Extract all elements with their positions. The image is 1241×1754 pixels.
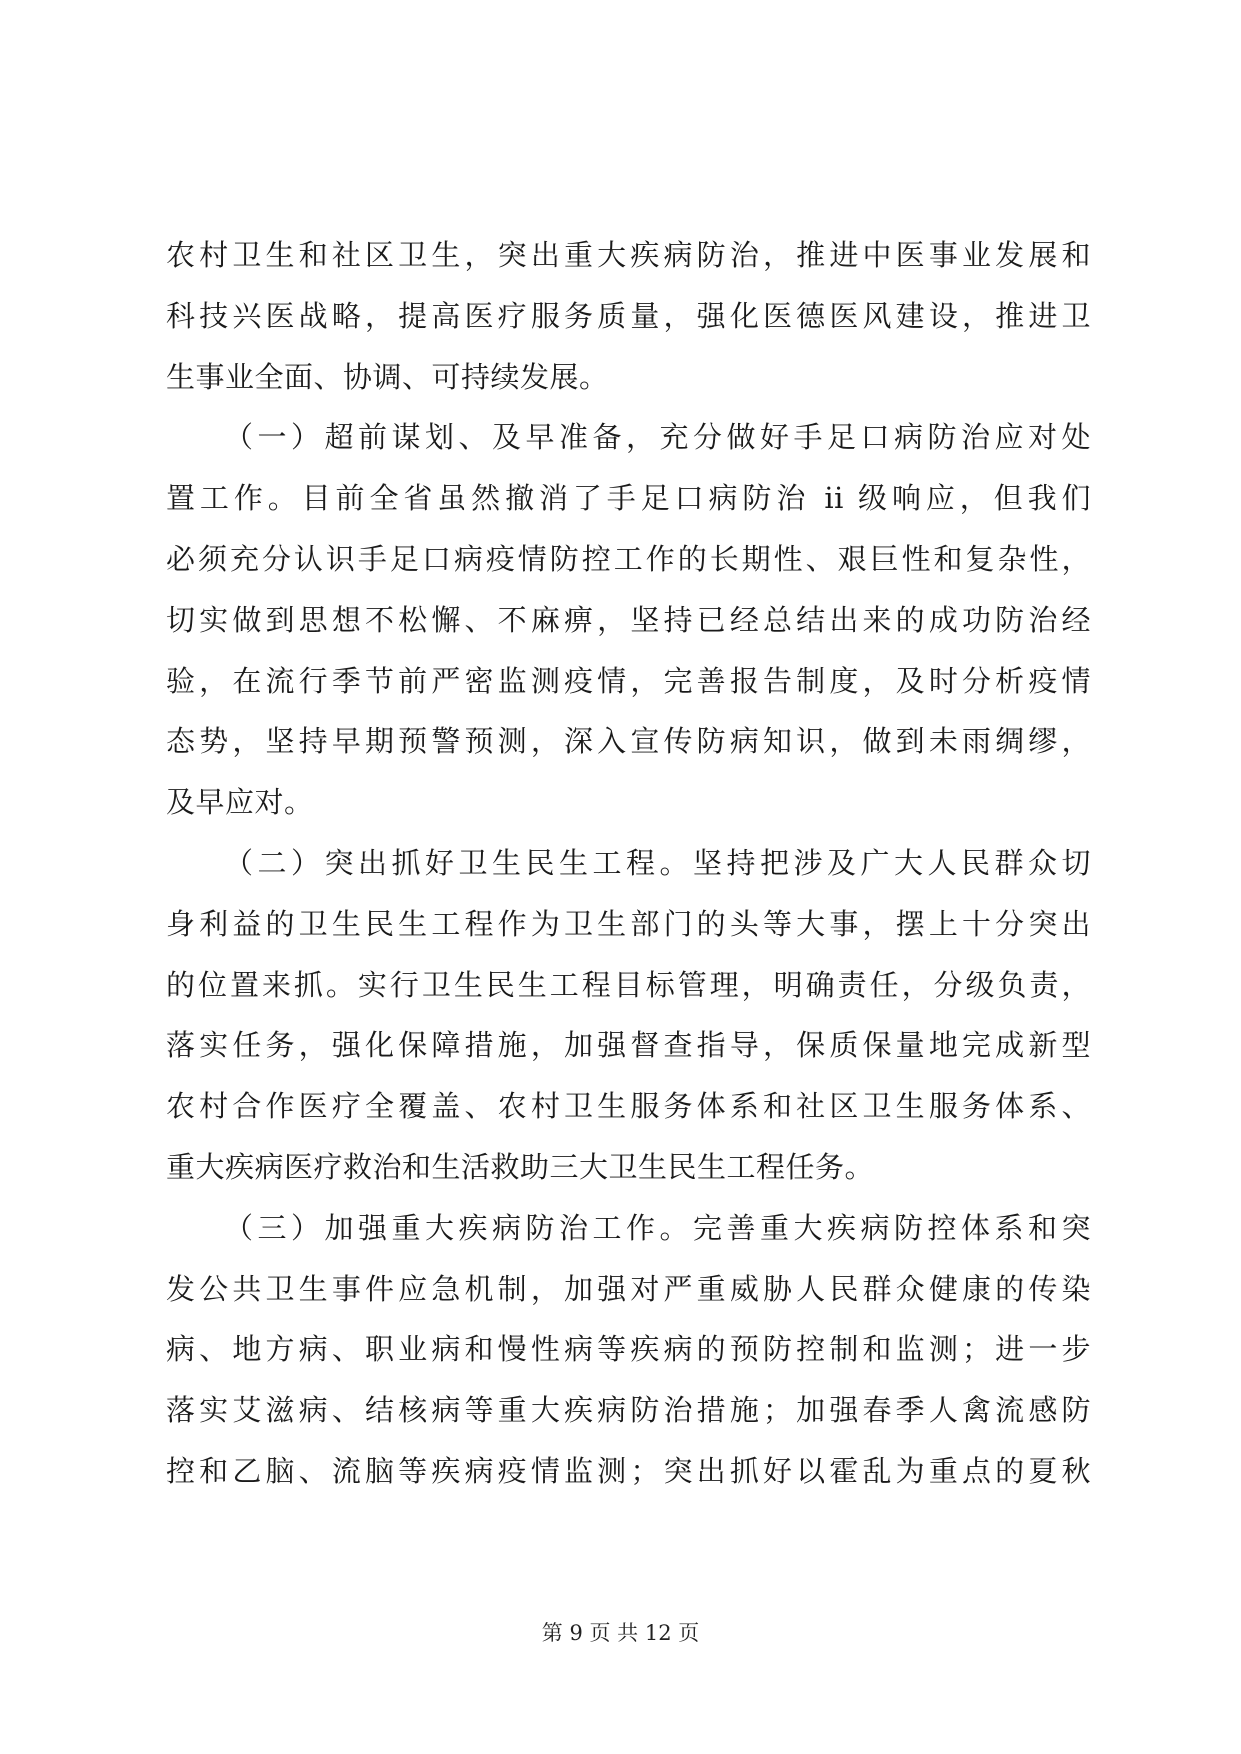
paragraph-heading-line: （一）超前谋划、及早准备，充分做好手足口病防治应对处 bbox=[224, 420, 1091, 455]
text-line: 及早应对。 bbox=[166, 785, 314, 820]
text-line: 科技兴医战略，提高医疗服务质量，强化医德医风建设，推进卫 bbox=[166, 298, 1091, 333]
text-line: 生事业全面、协调、可持续发展。 bbox=[166, 359, 609, 394]
text-line: 态势，坚持早期预警预测，深入宣传防病知识，做到未雨绸缪， bbox=[166, 724, 1091, 759]
text-line: 控和乙脑、流脑等疾病疫情监测；突出抓好以霍乱为重点的夏秋 bbox=[166, 1453, 1091, 1488]
text-line: 农村合作医疗全覆盖、农村卫生服务体系和社区卫生服务体系、 bbox=[166, 1089, 1091, 1124]
text-line: 发公共卫生事件应急机制，加强对严重威胁人民群众健康的传染 bbox=[166, 1271, 1091, 1306]
text-line: 农村卫生和社区卫生，突出重大疾病防治，推进中医事业发展和 bbox=[166, 238, 1091, 272]
paragraph-heading-line: （二）突出抓好卫生民生工程。坚持把涉及广大人民群众切 bbox=[224, 845, 1091, 880]
text-line: 病、地方病、职业病和慢性病等疾病的预防控制和监测；进一步 bbox=[166, 1332, 1091, 1367]
text-line: 验，在流行季节前严密监测疫情，完善报告制度，及时分析疫情 bbox=[166, 663, 1091, 698]
text-line: 的位置来抓。实行卫生民生工程目标管理，明确责任，分级负责， bbox=[166, 967, 1091, 1002]
page-number-footer: 第 9 页 共 12 页 bbox=[541, 1621, 700, 1645]
text-line: 重大疾病医疗救治和生活救助三大卫生民生工程任务。 bbox=[166, 1149, 875, 1184]
text-line: 落实任务，强化保障措施，加强督查指导，保质保量地完成新型 bbox=[166, 1028, 1091, 1063]
text-line: 身利益的卫生民生工程作为卫生部门的头等大事，摆上十分突出 bbox=[166, 906, 1091, 941]
paragraph-heading-line: （三）加强重大疾病防治工作。完善重大疾病防控体系和突 bbox=[224, 1210, 1091, 1245]
text-line: 切实做到思想不松懈、不麻痹，坚持已经总结出来的成功防治经 bbox=[166, 602, 1091, 637]
text-line: 置工作。目前全省虽然撤消了手足口病防治 ii 级响应，但我们 bbox=[166, 481, 1091, 516]
document-body bbox=[166, 225, 1091, 1502]
text-line: 落实艾滋病、结核病等重大疾病防治措施；加强春季人禽流感防 bbox=[166, 1393, 1091, 1428]
text-line: 必须充分认识手足口病疫情防控工作的长期性、艰巨性和复杂性， bbox=[166, 541, 1091, 576]
